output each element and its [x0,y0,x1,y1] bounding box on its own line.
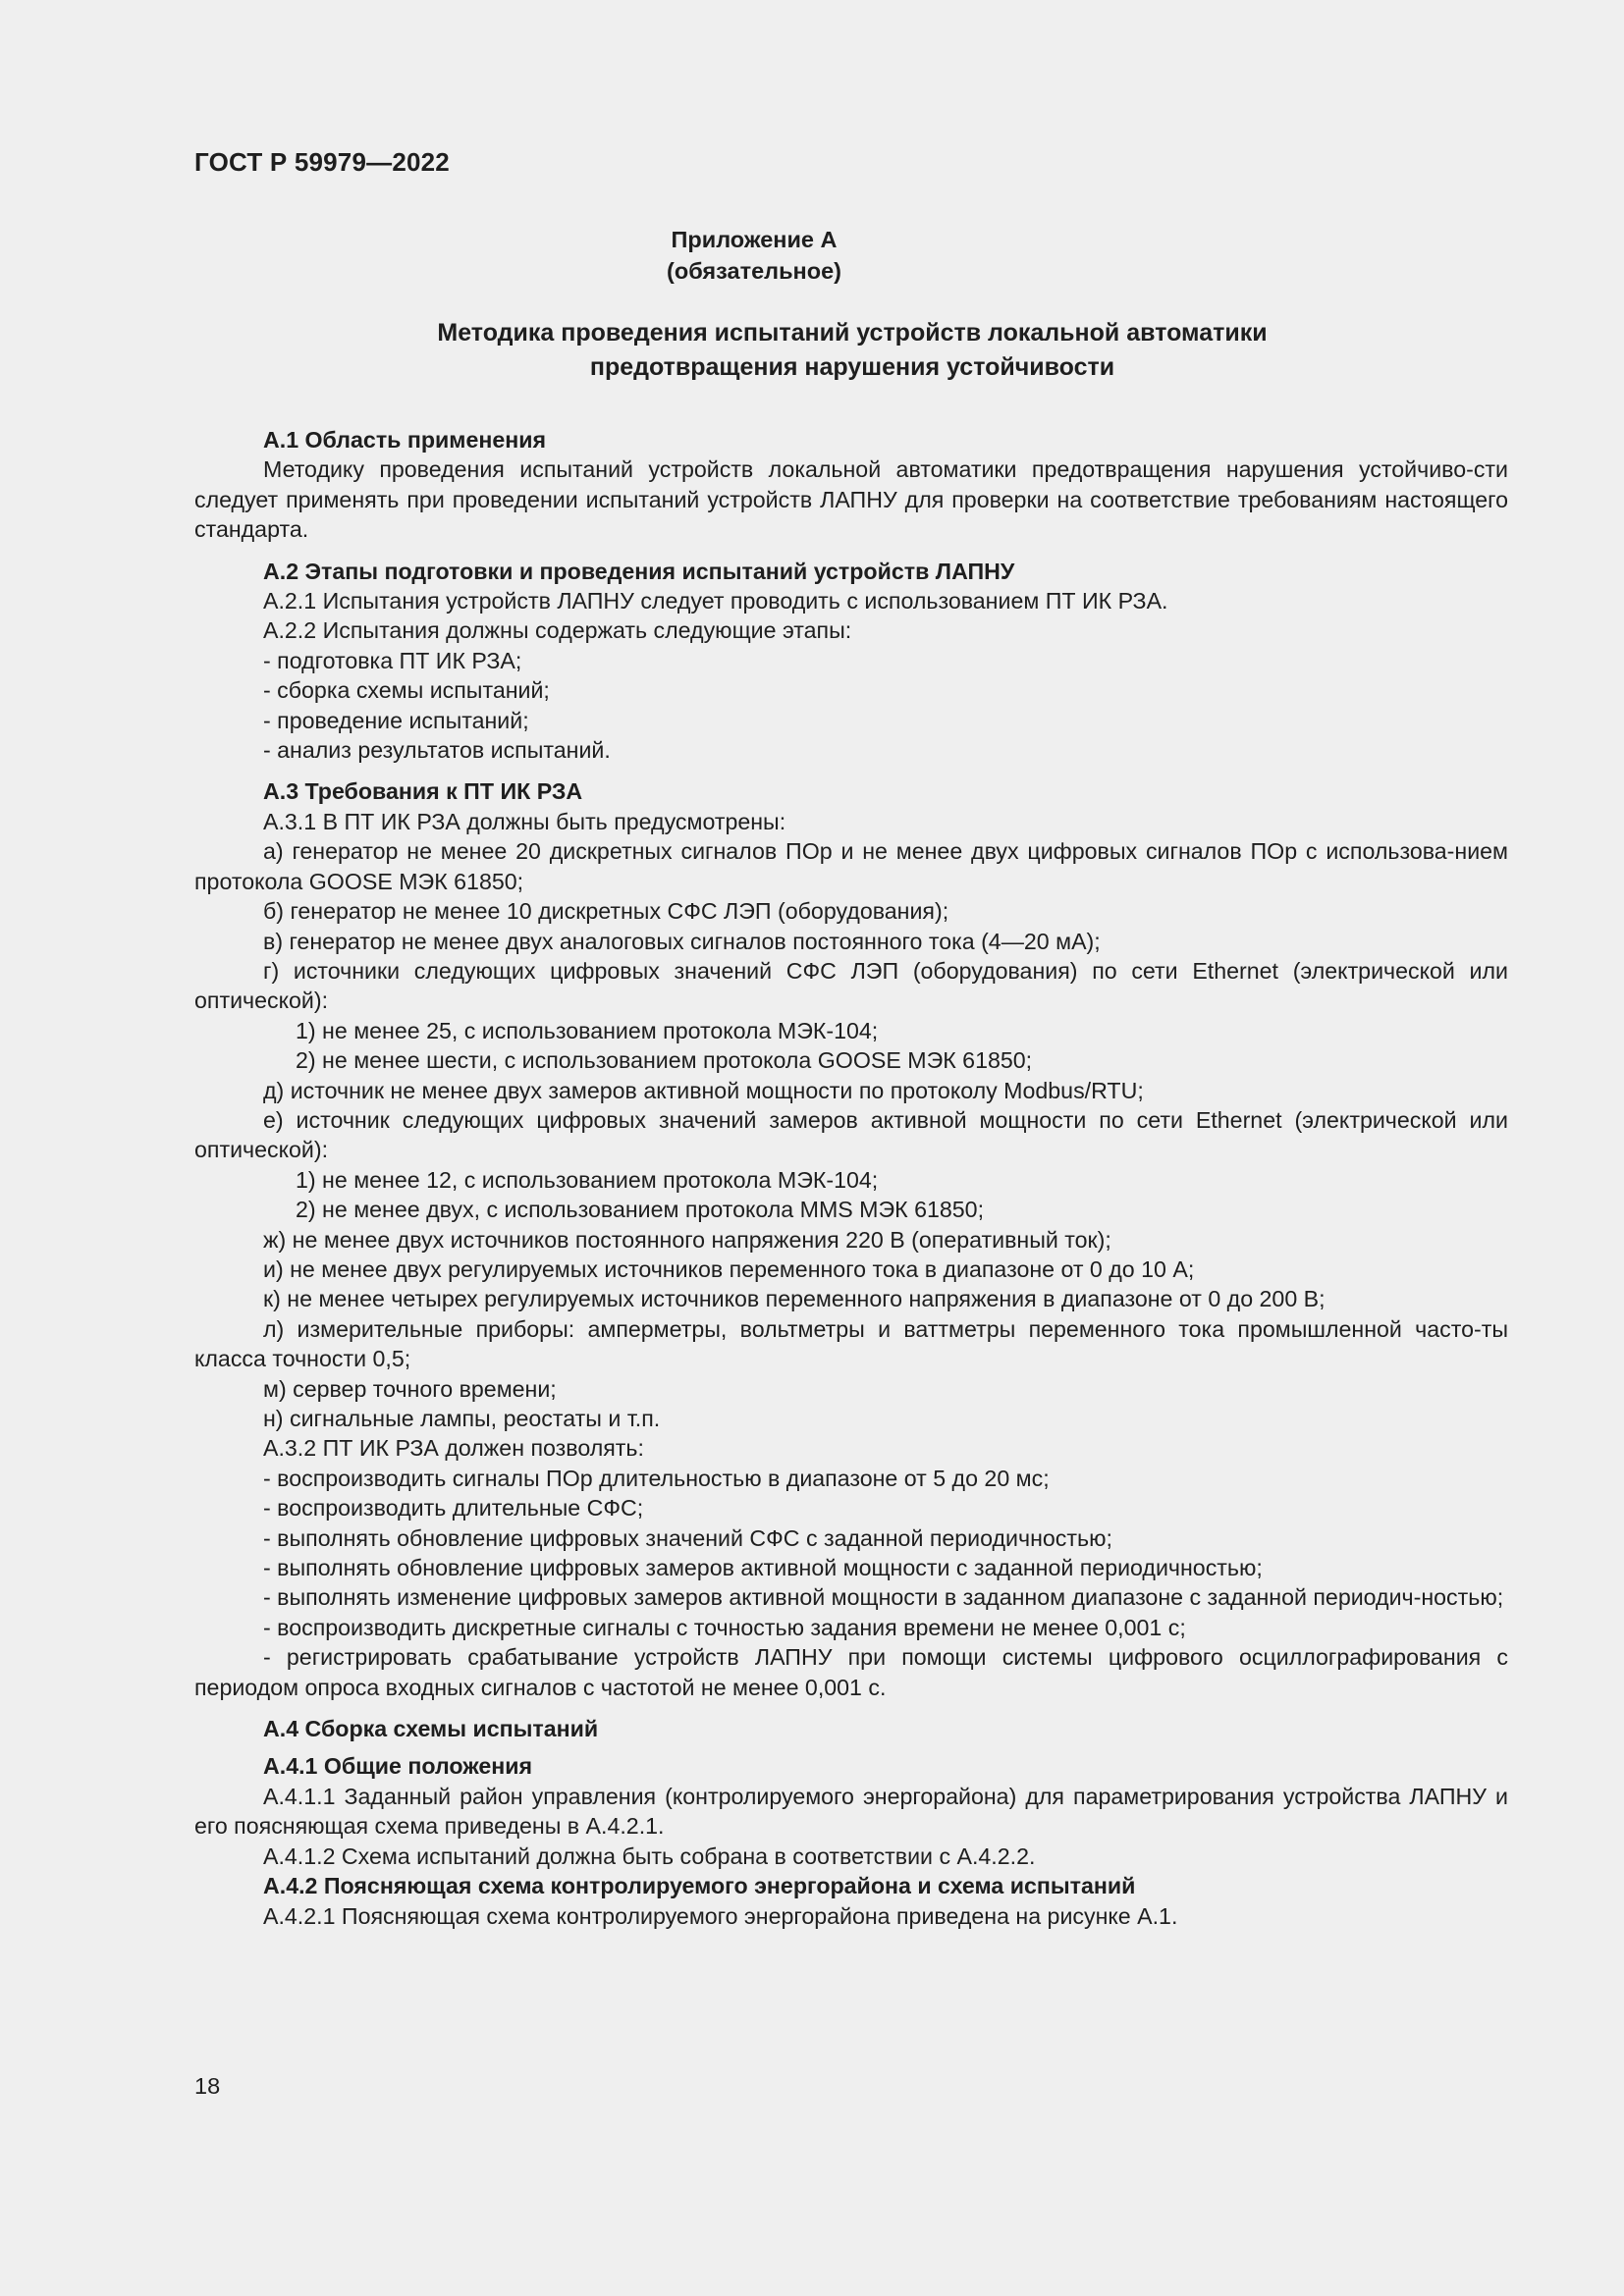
list-item: ж) не менее двух источников постоянного напряжения 220 В (оперативный ток); [263,1226,1111,1253]
paragraph: А.4.1.2 Схема испытаний должна быть собрана в соответствии с А.4.2.2. [263,1842,1036,1869]
list-item: - выполнять обновление цифровых значений СФС с заданной периодичностью; [263,1524,1112,1551]
paragraph: А.3.1 В ПТ ИК РЗА должны быть предусмотрены: [263,808,786,834]
sub-list-item: 1) не менее 12, с использованием протокола МЭК-104; [296,1166,879,1193]
list-item: в) генератор не менее двух аналоговых сигналов постоянного тока (4—20 мА); [263,928,1101,954]
paragraph: А.2.2 Испытания должны содержать следующие этапы: [263,617,852,644]
list-item: л) измерительные приборы: амперметры, вольтметры и ваттметры переменного тока промышленной часто-ты класса точности 0,5; [194,1315,1508,1372]
appendix-header [196,224,1312,287]
list-item: - проведение испытаний; [263,707,529,733]
list-item: - воспроизводить сигналы ПОр длительностью в диапазоне от 5 до 20 мс; [263,1465,1050,1491]
list-item: и) не менее двух регулируемых источников переменного тока в диапазоне от 0 до 10 А; [263,1255,1195,1282]
document-body [194,425,1508,1931]
list-item: - воспроизводить дискретные сигналы с точностью задания времени не менее 0,001 с; [263,1614,1186,1640]
subsection-heading: А.4.2 Поясняющая схема контролируемого энергорайона и схема испытаний [263,1873,1136,1899]
list-item: - выполнять обновление цифровых замеров активной мощности с заданной периодичностью; [263,1555,1263,1581]
list-item: н) сигнальные лампы, реостаты и т.п. [263,1406,661,1431]
page-number: 18 [194,2073,221,2099]
list-item: б) генератор не менее 10 дискретных СФС ЛЭП (оборудования); [263,898,949,925]
section-heading: А.1 Область применения [263,427,547,453]
list-item: г) источники следующих цифровых значений СФС ЛЭП (оборудования) по сети Ethernet (электрической или оптической): [194,957,1508,1014]
paragraph: Методику проведения испытаний устройств локальной автоматики предотвращения нарушения устойчиво-сти следует применять при проведении испытаний устройств ЛАПНУ для проверки на соответствие требованиям настоящего стандарта. [194,456,1508,543]
list-item: к) не менее четырех регулируемых источников переменного напряжения в диапазоне от 0 до 200 В; [263,1286,1326,1312]
list-item: м) сервер точного времени; [263,1375,557,1402]
appendix-title-line2: предотвращения нарушения устойчивости [589,353,1115,381]
section-heading: А.4 Сборка схемы испытаний [263,1716,599,1742]
list-item: д) источник не менее двух замеров активной мощности по протоколу Modbus/RTU; [263,1077,1144,1103]
list-item: - выполнять изменение цифровых замеров активной мощности в заданном диапазоне с заданной периодич-ностью; [263,1584,1504,1611]
section-heading: А.2 Этапы подготовки и проведения испытаний устройств ЛАПНУ [263,558,1015,584]
paragraph: А.4.2.1 Поясняющая схема контролируемого энергорайона приведена на рисунке А.1. [263,1902,1178,1929]
subsection-heading: А.4.1 Общие положения [263,1753,533,1780]
list-item: - сборка схемы испытаний; [263,677,550,704]
document-code: ГОСТ Р 59979—2022 [194,147,450,177]
list-item: - воспроизводить длительные СФС; [263,1495,644,1522]
appendix-status: (обязательное) [667,258,841,284]
list-item: - регистрировать срабатывание устройств ЛАПНУ при помощи системы цифрового осциллографирования с периодом опроса входных сигналов с частотой не менее 0,001 с. [194,1644,1508,1700]
appendix-title-line1: Методика проведения испытаний устройств локальной автоматики [437,319,1268,347]
list-item: - анализ результатов испытаний. [263,737,611,764]
appendix-label: Приложение А [671,227,838,252]
appendix-title [196,316,1508,385]
sub-list-item: 2) не менее двух, с использованием протокола MMS МЭК 61850; [296,1197,985,1223]
sub-list-item: 1) не менее 25, с использованием протокола МЭК-104; [296,1017,879,1043]
paragraph: А.3.2 ПТ ИК РЗА должен позволять: [263,1435,644,1462]
section-heading: А.3 Требования к ПТ ИК РЗА [263,778,583,805]
paragraph: А.2.1 Испытания устройств ЛАПНУ следует проводить с использованием ПТ ИК РЗА. [263,588,1168,614]
list-item: е) источник следующих цифровых значений замеров активной мощности по сети Ethernet (электрической или оптической): [194,1106,1508,1163]
paragraph: А.4.1.1 Заданный район управления (контролируемого энергорайона) для параметрирования устройства ЛАПНУ и его поясняющая схема приведены в А.4.2.1. [194,1783,1508,1840]
sub-list-item: 2) не менее шести, с использованием протокола GOOSE МЭК 61850; [296,1047,1033,1074]
list-item: а) генератор не менее 20 дискретных сигналов ПОр и не менее двух цифровых сигналов ПОр с использова-нием протокола GOOSE МЭК 61850; [194,838,1508,894]
list-item: - подготовка ПТ ИК РЗА; [263,647,522,673]
